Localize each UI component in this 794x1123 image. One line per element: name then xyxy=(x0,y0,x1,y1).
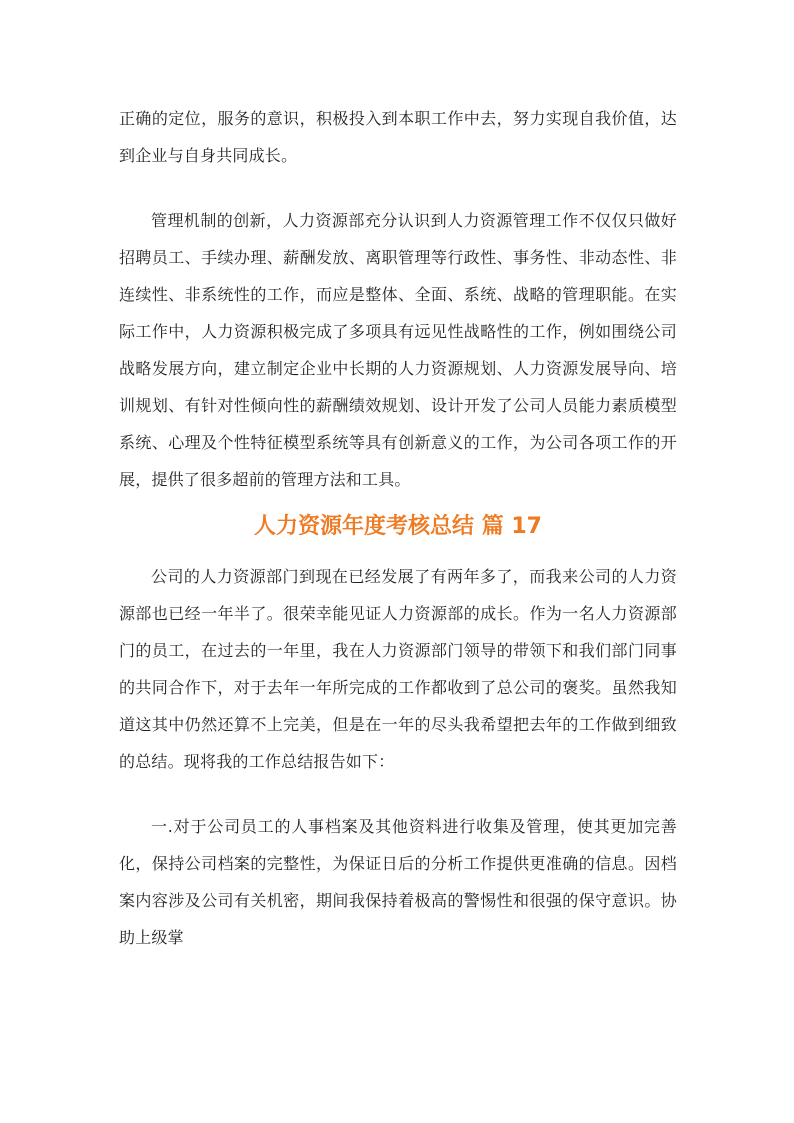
paragraph-continuation: 正确的定位，服务的意识，积极投入到本职工作中去，努力实现自我价值，达到企业与自身共同成长。 xyxy=(119,109,677,165)
section-heading: 人力资源年度考核总结 篇 17 xyxy=(254,514,542,539)
paragraph-gap xyxy=(119,174,677,202)
paragraph-management-innovation: 管理机制的创新，人力资源部充分认识到人力资源管理工作不仅仅只做好招聘员工、手续办理、薪酬发放、离职管理等行政性、事务性、非动态性、非连续性、非系统性的工作，而应是整体、全面、系统、战略的管理职能。在实际工作中，人力资源积极完成了多项具有远见性战略性的工作，例如围绕公司战略发展方向，建立制定企业中长期的人力资源规划、人力资源发展导向、培训规划、有针对性倾向性的薪酬绩效规划、设计开发了公司人员能力素质模型系统、心理及个性特征模型系统等具有创新意义的工作，为公司各项工作的开展，提供了很多超前的管理方法和工具。 xyxy=(119,211,677,489)
paragraph-introduction: 公司的人力资源部门到现在已经发展了有两年多了，而我来公司的人力资源部也已经一年半了。很荣幸能见证人力资源部的成长。作为一名人力资源部门的员工，在过去的一年里，我在人力资源部门领导的带领下和我们部门同事的共同合作下，对于去年一年所完成的工作都收到了总公司的褒奖。虽然我知道这其中仍然还算不上完美，但是在一年的尽头我希望把去年的工作做到细致的总结。现将我的工作总结报告如下： xyxy=(119,567,677,771)
paragraph-item-one: 一.对于公司员工的人事档案及其他资料进行收集及管理，使其更加完善化，保持公司档案的完整性，为保证日后的分析工作提供更准确的信息。因档案内容涉及公司有关机密，期间我保持着极高的警惕性和很强的保守意识。协助上级掌 xyxy=(119,817,677,947)
paragraph-gap xyxy=(119,780,677,808)
document-body xyxy=(119,100,677,956)
